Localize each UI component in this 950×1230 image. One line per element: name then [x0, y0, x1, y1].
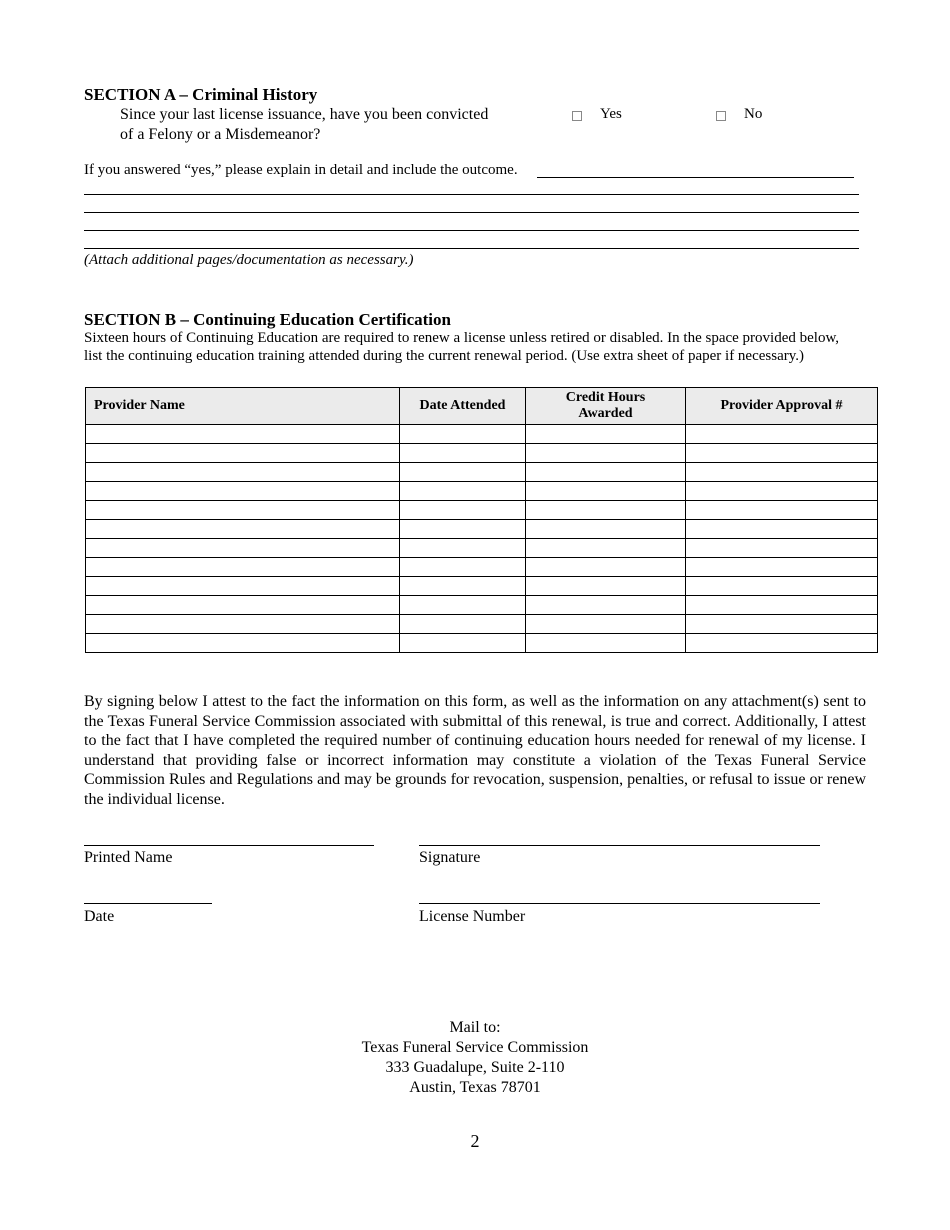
col-credit-hours-line2: Awarded	[578, 406, 633, 421]
table-row	[86, 577, 878, 596]
provider-name-cell[interactable]	[86, 539, 400, 558]
credit-hours-cell[interactable]	[526, 425, 686, 444]
date-attended-cell[interactable]	[400, 425, 526, 444]
table-row	[86, 615, 878, 634]
explain-line-first[interactable]	[537, 177, 854, 178]
approval-number-cell[interactable]	[686, 482, 878, 501]
date-attended-cell[interactable]	[400, 596, 526, 615]
provider-name-cell[interactable]	[86, 425, 400, 444]
date-line[interactable]	[84, 903, 212, 904]
provider-name-cell[interactable]	[86, 615, 400, 634]
credit-hours-cell[interactable]	[526, 558, 686, 577]
provider-name-cell[interactable]	[86, 520, 400, 539]
table-row	[86, 501, 878, 520]
provider-name-cell[interactable]	[86, 463, 400, 482]
date-attended-cell[interactable]	[400, 615, 526, 634]
printed-name-label: Printed Name	[84, 849, 173, 866]
signature-line[interactable]	[419, 845, 820, 846]
date-attended-cell[interactable]	[400, 501, 526, 520]
ce-intro-line2: list the continuing education training attended during the current renewal period. (Use extra sheet of paper if necessary.)	[84, 348, 805, 364]
date-attended-cell[interactable]	[400, 634, 526, 653]
col-provider-name: Provider Name	[86, 388, 400, 425]
approval-number-cell[interactable]	[686, 425, 878, 444]
approval-number-cell[interactable]	[686, 501, 878, 520]
credit-hours-cell[interactable]	[526, 577, 686, 596]
explain-line-3[interactable]	[84, 212, 859, 213]
date-attended-cell[interactable]	[400, 539, 526, 558]
approval-number-cell[interactable]	[686, 634, 878, 653]
col-credit-hours-line1: Credit Hours	[565, 390, 646, 405]
license-number-label: License Number	[419, 908, 526, 925]
credit-hours-cell[interactable]	[526, 634, 686, 653]
approval-number-cell[interactable]	[686, 463, 878, 482]
date-attended-cell[interactable]	[400, 558, 526, 577]
section-a-heading: SECTION A – Criminal History	[84, 85, 318, 104]
credit-hours-cell[interactable]	[526, 520, 686, 539]
date-attended-cell[interactable]	[400, 444, 526, 463]
ce-intro-line1: Sixteen hours of Continuing Education are required to renew a license unless retired or disabled. In the space provided below,	[84, 330, 840, 346]
mail-to-label: Mail to:	[449, 1019, 501, 1036]
provider-name-cell[interactable]	[86, 634, 400, 653]
date-attended-cell[interactable]	[400, 463, 526, 482]
attestation-paragraph: By signing below I attest to the fact the information on this form, as well as the information on any attachment(s) sent to the Texas Funeral Service Commission associated with submittal of this renewal, is true and correct. Additionally, I attest to the fact that I have completed the required number of continuing education hours needed for renewal of my license. I understand that providing false or incorrect information may constitute a violation of the Texas Funeral Service Commission Rules and Regulations and may be grounds for revocation, suspension, penalties, or refusal to issue or renew the individual license.	[84, 693, 866, 808]
approval-number-cell[interactable]	[686, 577, 878, 596]
date-attended-cell[interactable]	[400, 520, 526, 539]
table-row	[86, 482, 878, 501]
yes-checkbox[interactable]	[572, 111, 582, 121]
credit-hours-cell[interactable]	[526, 596, 686, 615]
credit-hours-cell[interactable]	[526, 463, 686, 482]
provider-name-cell[interactable]	[86, 577, 400, 596]
date-label: Date	[84, 908, 115, 925]
felony-question-line1: Since your last license issuance, have you been convicted	[120, 106, 489, 123]
signature-label: Signature	[419, 849, 481, 866]
credit-hours-cell[interactable]	[526, 501, 686, 520]
provider-name-cell[interactable]	[86, 558, 400, 577]
provider-name-cell[interactable]	[86, 501, 400, 520]
attach-note: (Attach additional pages/documentation as necessary.)	[84, 252, 414, 268]
printed-name-line[interactable]	[84, 845, 374, 846]
explain-line-5[interactable]	[84, 248, 859, 249]
explain-line-4[interactable]	[84, 230, 859, 231]
credit-hours-cell[interactable]	[526, 539, 686, 558]
provider-name-cell[interactable]	[86, 482, 400, 501]
table-row	[86, 520, 878, 539]
table-row	[86, 425, 878, 444]
ce-table	[85, 387, 878, 653]
felony-question-line2: of a Felony or a Misdemeanor?	[120, 126, 321, 143]
date-attended-cell[interactable]	[400, 482, 526, 501]
approval-number-cell[interactable]	[686, 444, 878, 463]
provider-name-cell[interactable]	[86, 444, 400, 463]
approval-number-cell[interactable]	[686, 615, 878, 634]
approval-number-cell[interactable]	[686, 539, 878, 558]
ce-table-header	[86, 388, 878, 425]
approval-number-cell[interactable]	[686, 558, 878, 577]
table-row	[86, 539, 878, 558]
col-credit-hours	[526, 388, 686, 425]
table-row	[86, 444, 878, 463]
explain-prompt: If you answered “yes,” please explain in detail and include the outcome.	[84, 162, 518, 178]
page-number: 2	[470, 1131, 480, 1151]
col-date-attended: Date Attended	[400, 388, 526, 425]
credit-hours-cell[interactable]	[526, 444, 686, 463]
no-label: No	[744, 106, 763, 122]
mail-to-line3: Austin, Texas 78701	[409, 1079, 541, 1096]
provider-name-cell[interactable]	[86, 596, 400, 615]
approval-number-cell[interactable]	[686, 520, 878, 539]
table-row	[86, 463, 878, 482]
section-b-heading: SECTION B – Continuing Education Certification	[84, 310, 451, 329]
table-row	[86, 596, 878, 615]
approval-number-cell[interactable]	[686, 596, 878, 615]
date-attended-cell[interactable]	[400, 577, 526, 596]
col-provider-approval: Provider Approval #	[686, 388, 878, 425]
table-row	[86, 634, 878, 653]
mail-to-line2: 333 Guadalupe, Suite 2-110	[385, 1059, 565, 1076]
yes-label: Yes	[600, 106, 622, 122]
no-checkbox[interactable]	[716, 111, 726, 121]
credit-hours-cell[interactable]	[526, 615, 686, 634]
license-number-line[interactable]	[419, 903, 820, 904]
mail-to-line1: Texas Funeral Service Commission	[361, 1039, 589, 1056]
credit-hours-cell[interactable]	[526, 482, 686, 501]
explain-line-2[interactable]	[84, 194, 859, 195]
table-row	[86, 558, 878, 577]
